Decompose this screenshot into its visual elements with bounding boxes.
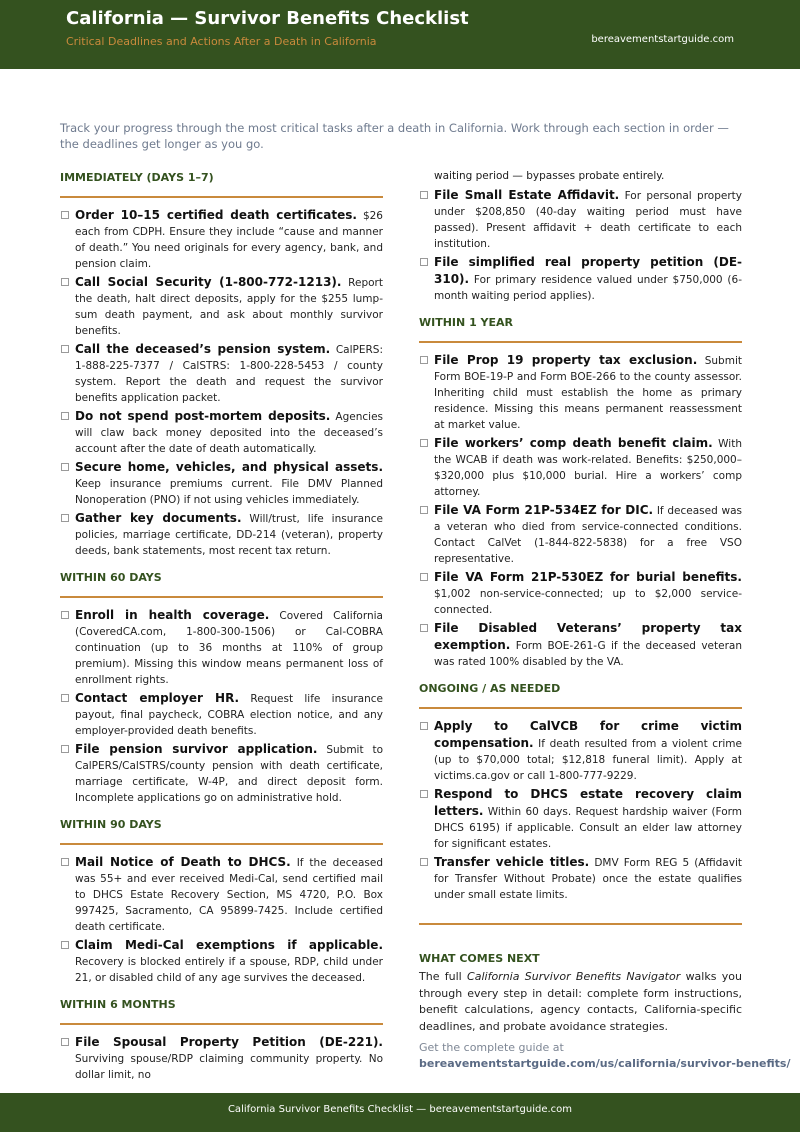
checklist-item (60, 690, 383, 739)
item-title: File Disabled Veterans’ property tax exemption. (434, 621, 742, 652)
right-column (419, 168, 791, 1072)
page-subtitle: Critical Deadlines and Actions After a Death in California (66, 35, 377, 48)
item-title: Gather key documents. (75, 511, 242, 525)
item-desc: Submit to CalPERS/CalSTRS/county pension with death certificate, marriage certificate, W-4P, and direct deposit form. Incomplete applications go on administrative hold. (75, 744, 384, 804)
item-title: File Spousal Property Petition (DE-221). (75, 1035, 383, 1049)
page-title: California — Survivor Benefits Checklist (66, 8, 469, 29)
checklist-item (419, 718, 742, 784)
item-desc: Form BOE-261-G if the deceased veteran was rated 100% disabled by the VA. (434, 640, 742, 668)
checkbox[interactable] (61, 611, 69, 619)
section-1-year (419, 313, 742, 670)
next-heading: WHAT COMES NEXT (419, 952, 540, 965)
get-guide-label: Get the complete guide at (419, 1041, 564, 1054)
section-60-days (60, 568, 383, 806)
checklist (60, 207, 383, 559)
checklist (60, 607, 383, 806)
item-desc: If death resulted from a violent crime (up to $70,000 total; $12,818 funeral limit). Apply at victims.ca.gov or call 1-800-777-9229. (434, 738, 742, 782)
item-desc: Submit Form BOE-19-P and Form BOE-266 to the county assessor. Inheriting child must establish the home as primary residence. Missing this means permanent reassessment at market value. (434, 355, 742, 431)
item-desc: For personal property under $208,850 (40-day waiting period must have passed). Present affidavit + death certificate to each institution. (434, 190, 742, 250)
checklist-item (419, 352, 742, 433)
section-6-months (60, 995, 383, 1083)
checklist-item (419, 854, 742, 903)
checkbox[interactable] (420, 790, 428, 798)
section-heading: WITHIN 1 YEAR (419, 313, 742, 343)
checklist-item (419, 187, 742, 252)
checklist-item (60, 937, 383, 986)
item-title: File pension survivor application. (75, 742, 318, 756)
item-desc: Will/trust, life insurance policies, marriage certificate, DD-214 (veteran), property deeds, bank statements, most recent tax return. (75, 513, 384, 557)
item-title: Order 10–15 certified death certificates. (75, 208, 357, 222)
checklist-item (419, 786, 742, 852)
checkbox[interactable] (420, 258, 428, 266)
section-heading: WITHIN 90 DAYS (60, 815, 383, 845)
checklist-item (60, 207, 383, 272)
item-title: Apply to CalVCB for crime victim compensation. (434, 719, 742, 750)
checklist-item (60, 459, 383, 508)
section-90-days (60, 815, 383, 986)
checkbox[interactable] (420, 858, 428, 866)
checkbox[interactable] (420, 191, 428, 199)
checkbox[interactable] (61, 278, 69, 286)
section-heading: IMMEDIATELY (DAYS 1–7) (60, 168, 383, 198)
checkbox[interactable] (61, 412, 69, 420)
section-immediately (60, 168, 383, 559)
checklist-item (419, 620, 742, 670)
checklist-item (60, 274, 383, 339)
item-desc: With the WCAB if death was work-related. Benefits: $250,000–$320,000 plus $10,000 burial. Hire a workers’ comp attorney. (434, 438, 742, 498)
item-title: Contact employer HR. (75, 691, 240, 705)
next-body-text: walks you through every step in detail: complete form instructions, benefit calculations, agency contacts, California-specific deadlines, and probate avoidance strategies. (419, 970, 742, 1033)
item-desc: Request life insurance payout, final paycheck, COBRA election notice, and any employer-provided death benefits. (75, 693, 383, 737)
item-title: Respond to DHCS estate recovery claim letters. (434, 787, 742, 818)
checkbox[interactable] (61, 745, 69, 753)
checklist-item (60, 607, 383, 688)
checklist-item (419, 254, 742, 304)
item-title: Enroll in health coverage. (75, 608, 270, 622)
item-title: File VA Form 21P-530EZ for burial benefits. (434, 570, 742, 584)
checkbox[interactable] (61, 1038, 69, 1046)
divider (419, 923, 742, 925)
site-name: bereavementstartguide.com (591, 34, 734, 45)
what-comes-next (419, 951, 791, 1072)
item-desc: Surviving spouse/RDP claiming community property. No dollar limit, no (75, 1053, 383, 1081)
checklist (60, 1034, 383, 1083)
checklist (419, 352, 742, 670)
checkbox[interactable] (61, 514, 69, 522)
checkbox[interactable] (420, 439, 428, 447)
item-desc: Within 60 days. Request hardship waiver (Form DHCS 6195) if applicable. Consult an elder law attorney for significant estates. (434, 806, 742, 850)
checkbox[interactable] (420, 722, 428, 730)
item-desc: $1,002 non-service-connected; up to $2,000 service-connected. (434, 588, 742, 616)
footer-text: California Survivor Benefits Checklist — bereavementstartguide.com (227, 1104, 573, 1115)
item-title: Transfer vehicle titles. (434, 855, 590, 869)
item-title: File VA Form 21P-534EZ for DIC. (434, 503, 654, 517)
item-title: Mail Notice of Death to DHCS. (75, 855, 291, 869)
checkbox[interactable] (420, 356, 428, 364)
checkbox[interactable] (61, 211, 69, 219)
checklist (419, 187, 742, 304)
next-body (419, 969, 742, 1035)
checkbox[interactable] (420, 506, 428, 514)
checkbox[interactable] (61, 858, 69, 866)
section-ongoing (419, 679, 742, 903)
item-continuation: waiting period — bypasses probate entirely. (434, 170, 665, 182)
item-desc: Agencies will claw back money deposited into the deceased’s account after the date of death automatically. (75, 411, 384, 455)
left-column (60, 168, 383, 1092)
item-desc: If deceased was a veteran who died from service-connected conditions. Contact CalVet (1-844-822-5838) for a free VSO representative. (434, 505, 742, 565)
checkbox[interactable] (61, 694, 69, 702)
item-desc: If the deceased was 55+ and ever received Medi-Cal, send certified mail to DHCS Estate Recovery Section, MS 4720, P.O. Box 997425, Sacramento, CA 95899-7425. Include certified death certificate. (75, 857, 383, 933)
intro-text: Track your progress through the most critical tasks after a death in California. Work through each section in order — the deadlines get longer as you go. (60, 121, 729, 151)
checklist-item (60, 510, 383, 559)
section-heading: WITHIN 60 DAYS (60, 568, 383, 598)
page-footer (0, 1093, 800, 1132)
item-desc: DMV Form REG 5 (Affidavit for Transfer Without Probate) once the estate qualifies under small estate limits. (434, 857, 742, 901)
checkbox[interactable] (420, 624, 428, 632)
item-desc: Keep insurance premiums current. File DMV Planned Nonoperation (PNO) if not using vehicles immediately. (75, 478, 383, 506)
item-title: File workers’ comp death benefit claim. (434, 436, 713, 450)
item-title: File simplified real property petition (DE-310). (434, 255, 742, 286)
item-desc: CalPERS: 1-888-225-7377 / CalSTRS: 1-800-228-5453 / county system. Report the death and request the survivor benefits application packet. (75, 344, 383, 404)
checklist-item (60, 341, 383, 406)
checkbox[interactable] (420, 573, 428, 581)
item-title: Call Social Security (1-800-772-1213). (75, 275, 342, 289)
checklist (60, 854, 383, 986)
checklist-item (419, 569, 742, 618)
item-desc: For primary residence valued under $750,000 (6-month waiting period applies). (434, 274, 742, 302)
guide-link[interactable]: bereavementstartguide.com/us/california/survivor-benefits/ (419, 1057, 791, 1070)
item-title: File Prop 19 property tax exclusion. (434, 353, 698, 367)
guide-name: California Survivor Benefits Navigator (467, 970, 681, 983)
checklist (419, 718, 742, 903)
item-desc: Recovery is blocked entirely if a spouse, RDP, child under 21, or disabled child of any age survives the deceased. (75, 956, 383, 984)
checklist-item (60, 854, 383, 935)
item-title: Call the deceased’s pension system. (75, 342, 331, 356)
item-title: File Small Estate Affidavit. (434, 188, 620, 202)
item-desc: Report the death, halt direct deposits, apply for the $255 lump-sum death payment, and ask about monthly survivor benefits. (75, 277, 383, 337)
checkbox[interactable] (61, 463, 69, 471)
checkbox[interactable] (61, 941, 69, 949)
item-desc: Covered California (CoveredCA.com, 1-800-300-1506) or Cal-COBRA continuation (up to 36 months at 110% of group premium). Missing this window means permanent loss of enrollment rights. (75, 610, 383, 686)
item-desc: $26 each from CDPH. Ensure they include “cause and manner of death.” You need originals for every agency, bank, and pension claim. (75, 210, 383, 270)
page-header (0, 0, 800, 69)
checklist-item (419, 435, 742, 500)
checklist-item (60, 408, 383, 457)
checklist-item (60, 741, 383, 806)
item-title: Secure home, vehicles, and physical assets. (75, 460, 383, 474)
item-title: Claim Medi-Cal exemptions if applicable. (75, 938, 383, 952)
section-heading: WITHIN 6 MONTHS (60, 995, 383, 1025)
section-heading: ONGOING / AS NEEDED (419, 679, 742, 709)
checklist-item (60, 1034, 383, 1083)
next-body-text: The full (419, 970, 468, 983)
checkbox[interactable] (61, 345, 69, 353)
checklist-item (419, 502, 742, 567)
item-title: Do not spend post-mortem deposits. (75, 409, 331, 423)
